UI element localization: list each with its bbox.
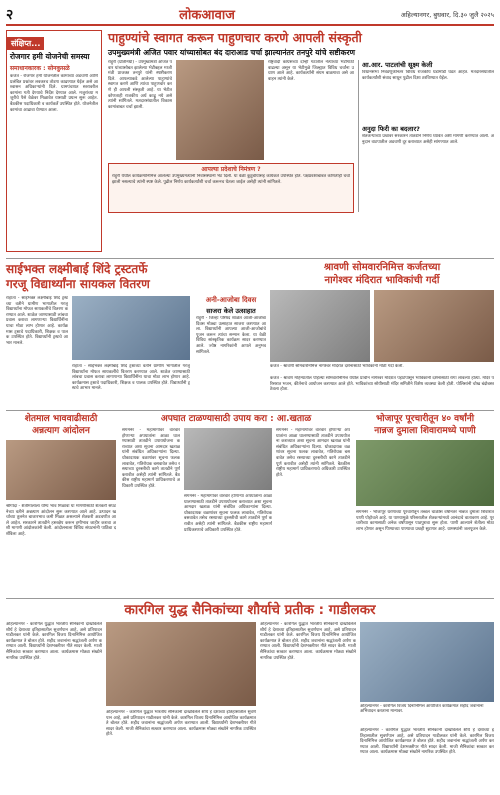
lead-right-text-2: शेतकऱ्यांच्या प्रश्नांवर सरकारने तातडीने निर्णय घ्यावेत अशी मागणी करण्यात आली. अनुदान वाटपातील अडचणी दूर कराव्यात असेही सांगण्यात आले. <box>362 134 494 145</box>
cycle-text-continued: राहाता - साईभक्त लक्ष्मीबाई शिंदे ट्रस्टच्या वतीने ग्रामीण भागातील गरजू विद्यार्थ्यांना मोफत सायकलींचे वितरण करण्यात आले. शाळेत जाण्यासाठी लांबचा प्रवास करावा लागणाऱ्या विद्यार्थिनींना याचा मोठा लाभ होणार आहे. कार्यक्रमास ट्रस्टचे पदाधिकारी, शिक्षक व पालक उपस्थित होते. विद्यार्थ्यांनी ट्रस्टचे आभार मानले. <box>72 364 190 392</box>
lead-text-2: राष्ट्रवादी काँग्रेसच्या दोन्ही गटांतील नेत्यांच्या भेटीगाठी वाढल्या असून या भेटीमुळे जिल्ह्यात विविध चर्चांना उधाण आले आहे. कार्यकर्त्यांनी संयम बाळगावा असे आवाहन त्यांनी केले. <box>268 60 354 82</box>
shravani-text: कर्जत - श्रावण महिन्यातील पहिल्या सोमवारनिमित्त येथील प्राचीन नागेश्वर मंदिरात पहाटेपासून भाविकांनी दर्शनासाठी रांगा लावल्या होत्या. मंदिर परिसरात भजन, कीर्तनाचे आयोजन करण्यात आले होते. भाविकांच्या सोयीसाठी मंदिर समितीने विशेष व्यवस्था केली होती. पोलिसांनी चोख बंदोबस्त ठेवला होता. <box>270 376 494 393</box>
shetmal-photo <box>6 440 116 500</box>
cycle-photo <box>72 296 190 360</box>
apghat-photo <box>184 428 272 490</box>
lead-headline: पाहुण्यांचे स्वागत करून पाहुणचार करणे आपली संस्कृती <box>108 30 362 45</box>
kargil-photo-1 <box>106 622 256 706</box>
sidebar-headline: रोजगार हमी योजनेची समस्या <box>10 52 90 61</box>
lead-photo-meeting <box>176 60 264 160</box>
kargil-text-column-4: अहिल्यानगर - कारगिल युद्धात भारतीय सैनिकांनी दाखविलेले शौर्य हे देशाच्या इतिहासातील सुवर्णपान आहे, असे प्रतिपादन गाडीलकर यांनी केले. कारगिल विजय दिनानिमित्त आयोजित कार्यक्रमात ते बोलत होते. शहीद जवानांना श्रद्धांजली अर्पण करण्यात आली. विद्यार्थ्यांनी देशभक्तीपर गीते सादर केली. माजी सैनिकांचा सत्कार करण्यात आला. कार्यक्रमास मोठ्या संख्येने नागरिक उपस्थित होते. <box>360 728 494 756</box>
sidebar-text: कर्जत - रोजगार हमी योजनेतील कामांच्या अडचणी आणि प्रलंबित प्रश्नांवर लवकरच तोडगा काढण्यात येईल असे आश्वासन अधिकाऱ्यांनी दिले. ग्रामपंचायत स्तरावरील कामांना गती देण्याचे निर्देश देण्यात आले. मजुरांच्या मजुरीचे पैसे वेळेवर मिळावेत यासाठी प्रयत्न सुरू आहेत. बैठकीस पदाधिकारी व कार्यकर्ते उपस्थित होते. योजनेतील कामांचा आढावा घेण्यात आला. <box>10 74 98 113</box>
shravani-caption: कर्जत - श्रावणी सोमवारनिमित्त नागेश्वर मंदिरात दर्शनासाठी भाविकांनी मोठी गर्दी केली. <box>270 364 404 369</box>
cycle-headline-2: गरजू विद्यार्थ्यांना सायकल वितरण <box>6 277 150 291</box>
lead-quote-text: राहुरी येथील कार्यक्रमानिमित्त आलेल्या उपमुख्यमंत्र्यांनी निवासस्थानी भेट दिली. या वेळी कुटुंबीयांसह कार्यकर्ते उपस्थित होते. पक्षप्रवेशाबाबत कोणतीही चर्चा झाली नसल्याचे त्यांनी स्पष्ट केले. पुढील निर्णय कार्यकर्त्यांशी चर्चा करूनच घेतला जाईल असेही त्यांनी सांगितले. <box>112 174 350 185</box>
section-rule <box>6 258 494 259</box>
kargil-text: अहिल्यानगर - कारगिल युद्धात भारतीय सैनिकांनी दाखविलेले शौर्य हे देशाच्या इतिहासातील सुवर्णपान आहे, असे प्रतिपादन गाडीलकर यांनी केले. कारगिल विजय दिनानिमित्त आयोजित कार्यक्रमात ते बोलत होते. शहीद जवानांना श्रद्धांजली अर्पण करण्यात आली. विद्यार्थ्यांनी देशभक्तीपर गीते सादर केली. माजी सैनिकांचा सत्कार करण्यात आला. कार्यक्रमास मोठ्या संख्येने नागरिक उपस्थित होते. <box>6 622 102 661</box>
sidebar-label: संक्षिप्त... <box>7 37 44 50</box>
bhojapur-text: संगमनेर - भोजापूर धरणाच्या पूरचारीतून तब्बल चाळीस वर्षांनंतर नान्नज दुमाला शिवारात पाणी पोहोचले आहे. या पाण्यामुळे परिसरातील शेतकऱ्यांमध्ये आनंदाचे वातावरण आहे. पूरचारीच्या कामासाठी अनेक वर्षांपासून पाठपुरावा सुरू होता. पाणी आल्याने शेतीला मोठा लाभ होणार असून पिण्याच्या पाण्याचा प्रश्नही सुटणार आहे. ग्रामस्थांनी जलपूजन केले. <box>356 510 494 532</box>
section-rule-3 <box>6 598 494 599</box>
aniaaji-headline-1: अनी-आजोबा दिवस <box>205 296 257 304</box>
lead-right-headline: आ.आर. पाटलांची सूक्ष्म केली <box>362 61 433 69</box>
apghat-text: संगमनेर - महामार्गावर वारंवार होणाऱ्या अपघातांना आळा घालण्यासाठी तातडीने उपाययोजना कराव्यात अशा सूचना आमदार खताळ यांनी संबंधित अधिकाऱ्यांना दिल्या. धोकादायक वळणांवर सूचना फलक लावावेत, गतिरोधक बसवावेत तसेच रस्त्याच्या दुरुस्तीची कामे तातडीने पूर्ण करावीत असेही त्यांनी सांगितले. बैठकीस राष्ट्रीय महामार्ग प्राधिकरणाचे अधिकारी उपस्थित होते. <box>122 428 180 489</box>
page-number: २ <box>6 6 14 23</box>
kargil-text-continued: अहिल्यानगर - कारगिल युद्धात भारतीय सैनिकांनी दाखविलेले शौर्य हे देशाच्या इतिहासातील सुवर्णपान आहे, असे प्रतिपादन गाडीलकर यांनी केले. कारगिल विजय दिनानिमित्त आयोजित कार्यक्रमात ते बोलत होते. शहीद जवानांना श्रद्धांजली अर्पण करण्यात आली. विद्यार्थ्यांनी देशभक्तीपर गीते सादर केली. माजी सैनिकांचा सत्कार करण्यात आला. कार्यक्रमास मोठ्या संख्येने नागरिक उपस्थित होते. <box>106 710 256 738</box>
shravani-headline-2: नागेश्वर मंदिरात भाविकांची गर्दी <box>324 275 440 286</box>
shravani-photo-1 <box>270 290 370 362</box>
lead-quote-title: आपल्या प्रदेशाचे निमंत्रण ? <box>201 166 261 173</box>
shetmal-headline-2: अन्नत्याग आंदोलन <box>32 426 90 436</box>
apghat-text-continued: संगमनेर - महामार्गावर वारंवार होणाऱ्या अपघातांना आळा घालण्यासाठी तातडीने उपाययोजना कराव्यात अशा सूचना आमदार खताळ यांनी संबंधित अधिकाऱ्यांना दिल्या. धोकादायक वळणांवर सूचना फलक लावावेत, गतिरोधक बसवावेत तसेच रस्त्याच्या दुरुस्तीची कामे तातडीने पूर्ण करावीत असेही त्यांनी सांगितले. बैठकीस राष्ट्रीय महामार्ग प्राधिकरणाचे अधिकारी उपस्थित होते. <box>184 494 272 533</box>
masthead <box>6 4 494 26</box>
sidebar-brief-box <box>6 30 102 252</box>
dateline: अहिल्यानगर, बुधवार, दि.३० जुलै २०२५ <box>400 10 494 19</box>
column-rule <box>358 60 359 212</box>
lead-quote-box <box>108 163 354 213</box>
shetmal-text: श्रीगोंदा - शेतीमालाला योग्य भाव मिळावा या मागणीसाठी शेतकरी संघटनेच्या वतीने अन्नत्याग आंदोलन सुरू करण्यात आले आहे. उत्पादन खर्चाच्या तुलनेत बाजारभाव कमी मिळत असल्याने शेतकरी अडचणीत आले आहेत. सरकारने तातडीने हस्तक्षेप करून हमीभाव जाहीर करावा अशी मागणी आंदोलकांनी केली. आंदोलनाला विविध संघटनांनी पाठिंबा दर्शविला आहे. <box>6 504 116 537</box>
kargil-photo-2 <box>360 622 494 702</box>
lead-right-subhead: अनुदा फिरी का बदलार? <box>362 125 420 133</box>
kargil-caption: अहिल्यानगर - कारगिल विजय दिनानिमित्त आयोजित कार्यक्रमात शहीद जवानांना अभिवादन करताना मान्यवर. <box>360 704 484 715</box>
aniaaji-text: राहुरी - जिल्हा परिषद शाळेत आजी-आजोबा दिवस मोठ्या उत्साहात साजरा करण्यात आला. विद्यार्थ्यांनी आपल्या आजी-आजोबांचे पूजन करून त्यांचा सन्मान केला. या वेळी विविध सांस्कृतिक कार्यक्रम सादर करण्यात आले. ज्येष्ठ नागरिकांनी आपले अनुभव सांगितले. <box>196 316 266 355</box>
sidebar-subhead: समाधानकारक : सोनकुसळे <box>10 65 70 72</box>
apghat-text-column-3: संगमनेर - महामार्गावर वारंवार होणाऱ्या अपघातांना आळा घालण्यासाठी तातडीने उपाययोजना कराव्यात अशा सूचना आमदार खताळ यांनी संबंधित अधिकाऱ्यांना दिल्या. धोकादायक वळणांवर सूचना फलक लावावेत, गतिरोधक बसवावेत तसेच रस्त्याच्या दुरुस्तीची कामे तातडीने पूर्ण करावीत असेही त्यांनी सांगितले. बैठकीस राष्ट्रीय महामार्ग प्राधिकरणाचे अधिकारी उपस्थित होते. <box>276 428 350 478</box>
bhojapur-headline-1: भोजापूर पूरचारीतून ४० वर्षांनी <box>375 414 475 424</box>
apghat-headline: अपघात टाळण्यासाठी उपाय करा : आ.खताळ <box>160 414 312 424</box>
shetmal-headline-1: शेतमाल भाववाढीसाठी <box>24 414 98 424</box>
lead-text-1: राहुरी (प्रतिनिधी) - उपमुख्यमंत्री अजित पवार यांच्यासोबत झालेल्या भेटीबद्दल माजी मंत्री प्राजक्त तनपुरे यांनी स्पष्टीकरण दिले. आपल्याकडे आलेल्या पाहुण्यांचे स्वागत करणे आणि त्यांचा पाहुणचार करणे ही आपली संस्कृती आहे. या भेटीत कोणताही राजकीय अर्थ काढू नये असे त्यांनी सांगितले. मतदारसंघातील विकासकामांबाबत चर्चा झाली. <box>108 60 172 110</box>
lead-right-text: विधानसभा निवडणुकीनंतर विविध राजकीय घडामोडी घडत आहेत. मतदारसंघातील कार्यकर्त्यांशी संवाद साधून पुढील दिशा ठरविण्यात येईल. <box>362 70 494 81</box>
lead-subhead: उपमुख्यमंत्री अजित पवार यांच्यासोबत बंद दाराआड चर्चा झाल्यानंतर तनपुरे यांचे सष्टीकरण <box>108 48 356 57</box>
kargil-headline: कारगिल युद्ध सैनिकांच्या शौर्याचे प्रतीक : गाडीलकर <box>124 602 376 618</box>
shravani-photo-2 <box>374 290 494 362</box>
bhojapur-headline-2: नान्नज दुमाला शिवारामध्ये पाणी <box>374 426 476 436</box>
aniaaji-headline-2: साजरा केले उत्साहात <box>206 307 256 315</box>
cycle-text: राहाता - साईभक्त लक्ष्मीबाई शिंदे ट्रस्टच्या वतीने ग्रामीण भागातील गरजू विद्यार्थ्यांना मोफत सायकलींचे वितरण करण्यात आले. शाळेत जाण्यासाठी लांबचा प्रवास करावा लागणाऱ्या विद्यार्थिनींना याचा मोठा लाभ होणार आहे. कार्यक्रमास ट्रस्टचे पदाधिकारी, शिक्षक व पालक उपस्थित होते. विद्यार्थ्यांनी ट्रस्टचे आभार मानले. <box>6 296 68 346</box>
cycle-headline-1: साईभक्त लक्ष्मीबाई शिंदे ट्रस्टतर्फे <box>6 262 148 276</box>
paper-name: लोकआवाज <box>179 8 235 23</box>
kargil-text-column-3: अहिल्यानगर - कारगिल युद्धात भारतीय सैनिकांनी दाखविलेले शौर्य हे देशाच्या इतिहासातील सुवर्णपान आहे, असे प्रतिपादन गाडीलकर यांनी केले. कारगिल विजय दिनानिमित्त आयोजित कार्यक्रमात ते बोलत होते. शहीद जवानांना श्रद्धांजली अर्पण करण्यात आली. विद्यार्थ्यांनी देशभक्तीपर गीते सादर केली. माजी सैनिकांचा सत्कार करण्यात आला. कार्यक्रमास मोठ्या संख्येने नागरिक उपस्थित होते. <box>260 622 356 661</box>
shravani-headline-1: श्रावणी सोमवारनिमित्त कर्जतच्या <box>323 262 441 273</box>
bhojapur-photo <box>356 440 494 506</box>
section-rule-2 <box>6 410 494 411</box>
